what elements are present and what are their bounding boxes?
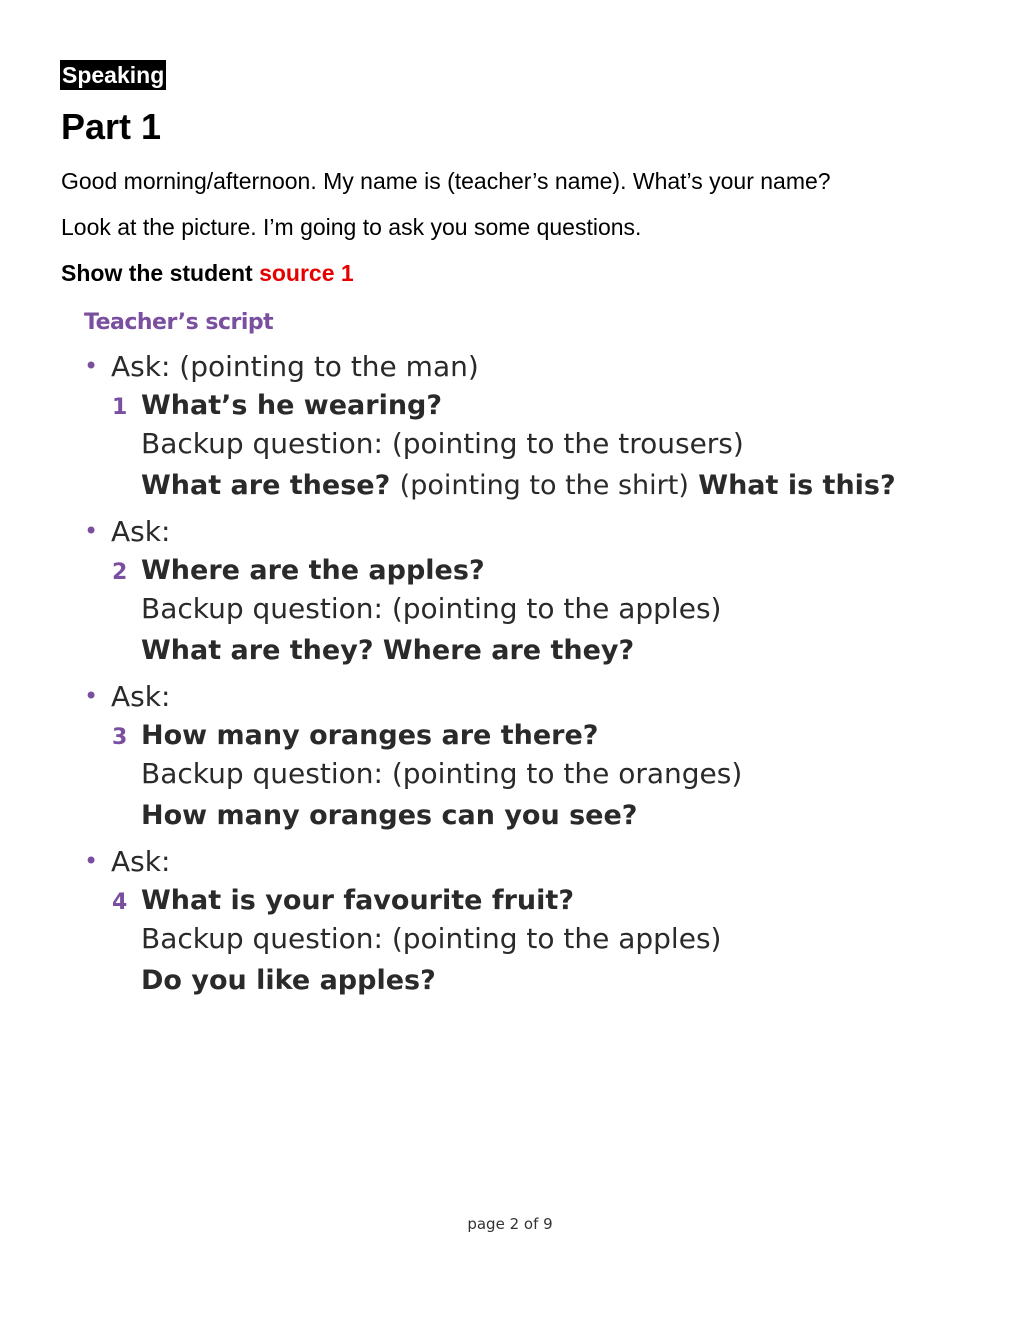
section-label: Speaking: [62, 62, 165, 88]
followup-questions: What are they? Where are they?: [141, 635, 635, 666]
show-source-instruction: [61, 260, 354, 287]
ask-line: [84, 349, 964, 385]
ask-text: Ask: (pointing to the man): [111, 350, 479, 383]
part-title: Part 1: [61, 106, 162, 147]
question-number: 3: [112, 725, 128, 750]
followup-c: What is this?: [698, 470, 896, 501]
question-text: What is your favourite fruit?: [141, 885, 574, 916]
ask-line: [84, 514, 964, 550]
question-number: 4: [112, 890, 128, 915]
ask-text: Ask:: [111, 680, 171, 713]
script-item: [84, 349, 964, 508]
question-text: Where are the apples?: [141, 555, 485, 586]
question-line: [84, 718, 964, 754]
instruction-text: Show the student: [61, 260, 260, 286]
followup-b: (pointing to the shirt): [399, 470, 689, 501]
ask-line: [84, 844, 964, 880]
backup-question: Backup question: (pointing to the apples): [141, 592, 722, 625]
followup-a: What are these?: [141, 470, 391, 501]
followup-questions: Do you like apples?: [141, 965, 436, 996]
teachers-script: [84, 310, 964, 1003]
followup-questions: [84, 464, 964, 508]
script-item: [84, 844, 964, 1003]
question-line: [84, 883, 964, 919]
ask-text: Ask:: [111, 845, 171, 878]
question-text: How many oranges are there?: [141, 720, 599, 751]
question-line: [84, 388, 964, 424]
ask-text: Ask:: [111, 515, 171, 548]
script-title: Teacher’s script: [84, 310, 274, 335]
followup-questions: How many oranges can you see?: [141, 800, 638, 831]
bullet-icon: •: [84, 352, 99, 380]
ask-line: [84, 679, 964, 715]
intro-instruction: Look at the picture. I’m going to ask you some questions.: [61, 214, 642, 240]
question-number: 1: [112, 395, 128, 420]
script-item: [84, 514, 964, 673]
question-line: [84, 553, 964, 589]
bullet-icon: •: [84, 517, 99, 545]
source-reference: source 1: [259, 260, 354, 286]
intro-greeting: Good morning/afternoon. My name is (teacher’s name). What’s your name?: [61, 168, 831, 194]
bullet-icon: •: [84, 682, 99, 710]
backup-question: Backup question: (pointing to the trousers): [141, 427, 744, 460]
question-number: 2: [112, 560, 128, 585]
backup-question: Backup question: (pointing to the apples): [141, 922, 722, 955]
script-item: [84, 679, 964, 838]
page-number: page 2 of 9: [467, 1215, 553, 1233]
bullet-icon: •: [84, 847, 99, 875]
question-text: What’s he wearing?: [141, 390, 443, 421]
backup-question: Backup question: (pointing to the oranges): [141, 757, 743, 790]
